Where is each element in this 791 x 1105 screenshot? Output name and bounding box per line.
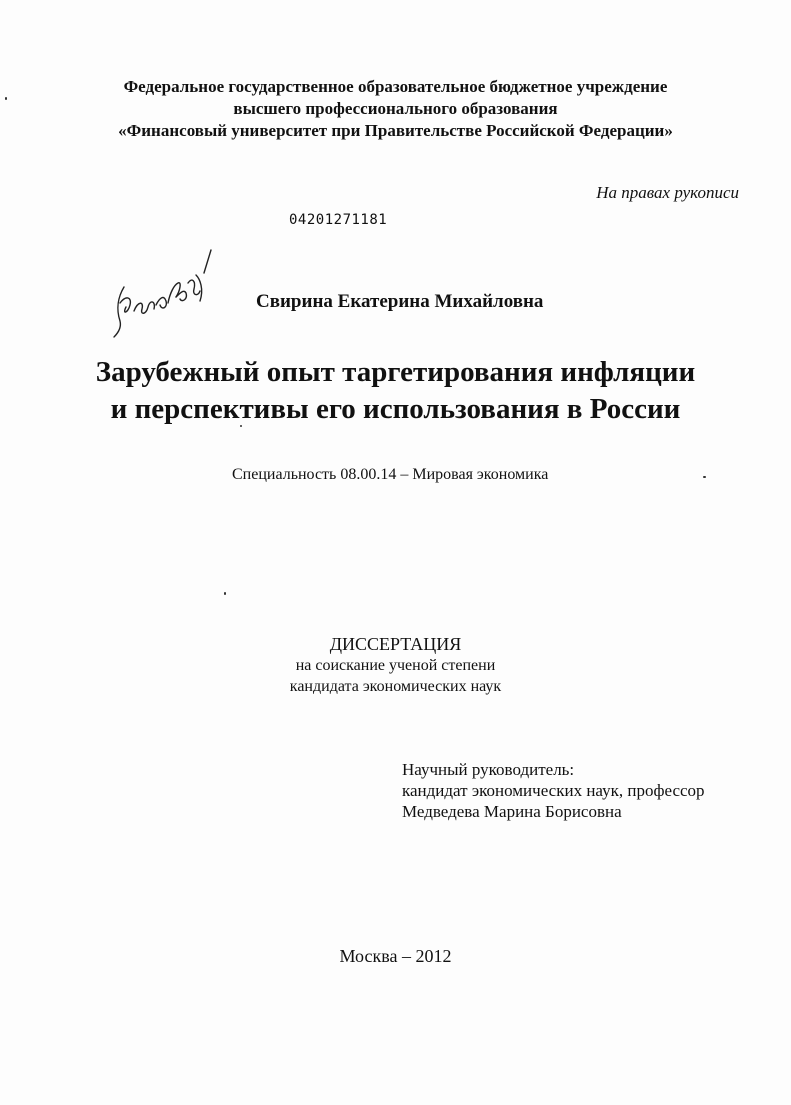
advisor-name: Медведева Марина Борисовна [402, 802, 622, 821]
dissertation-heading: ДИССЕРТАЦИЯ [329, 634, 462, 654]
dissertation-line-2: кандидата экономических наук [289, 678, 502, 695]
signature-icon [108, 245, 228, 340]
specialty: Специальность 08.00.14 – Мировая экономика [232, 466, 549, 483]
institution-line-1: Федеральное государственное образовательное бюджетное учреждение [123, 77, 668, 96]
scan-speck [703, 476, 706, 478]
advisor-degree: кандидат экономических наук, профессор [402, 781, 705, 800]
institution-line-2: высшего профессионального образования [233, 99, 558, 118]
dissertation-line-1: на соискание ученой степени [295, 657, 496, 674]
scan-speck [224, 592, 226, 595]
place-year: Москва – 2012 [339, 946, 452, 966]
scan-speck [5, 97, 7, 100]
author-name: Свирина Екатерина Михайловна [256, 291, 544, 312]
catalog-number: 04201271181 [289, 212, 388, 228]
thesis-title-line-1: Зарубежный опыт таргетирования инфляции [95, 356, 696, 388]
advisor-label: Научный руководитель: [402, 760, 575, 779]
manuscript-note: На правах рукописи [596, 183, 739, 202]
thesis-title-line-2: и перспективы его использования в России [110, 393, 681, 425]
scan-speck [240, 425, 242, 427]
institution-line-3: «Финансовый университет при Правительстве Российской Федерации» [118, 121, 673, 140]
